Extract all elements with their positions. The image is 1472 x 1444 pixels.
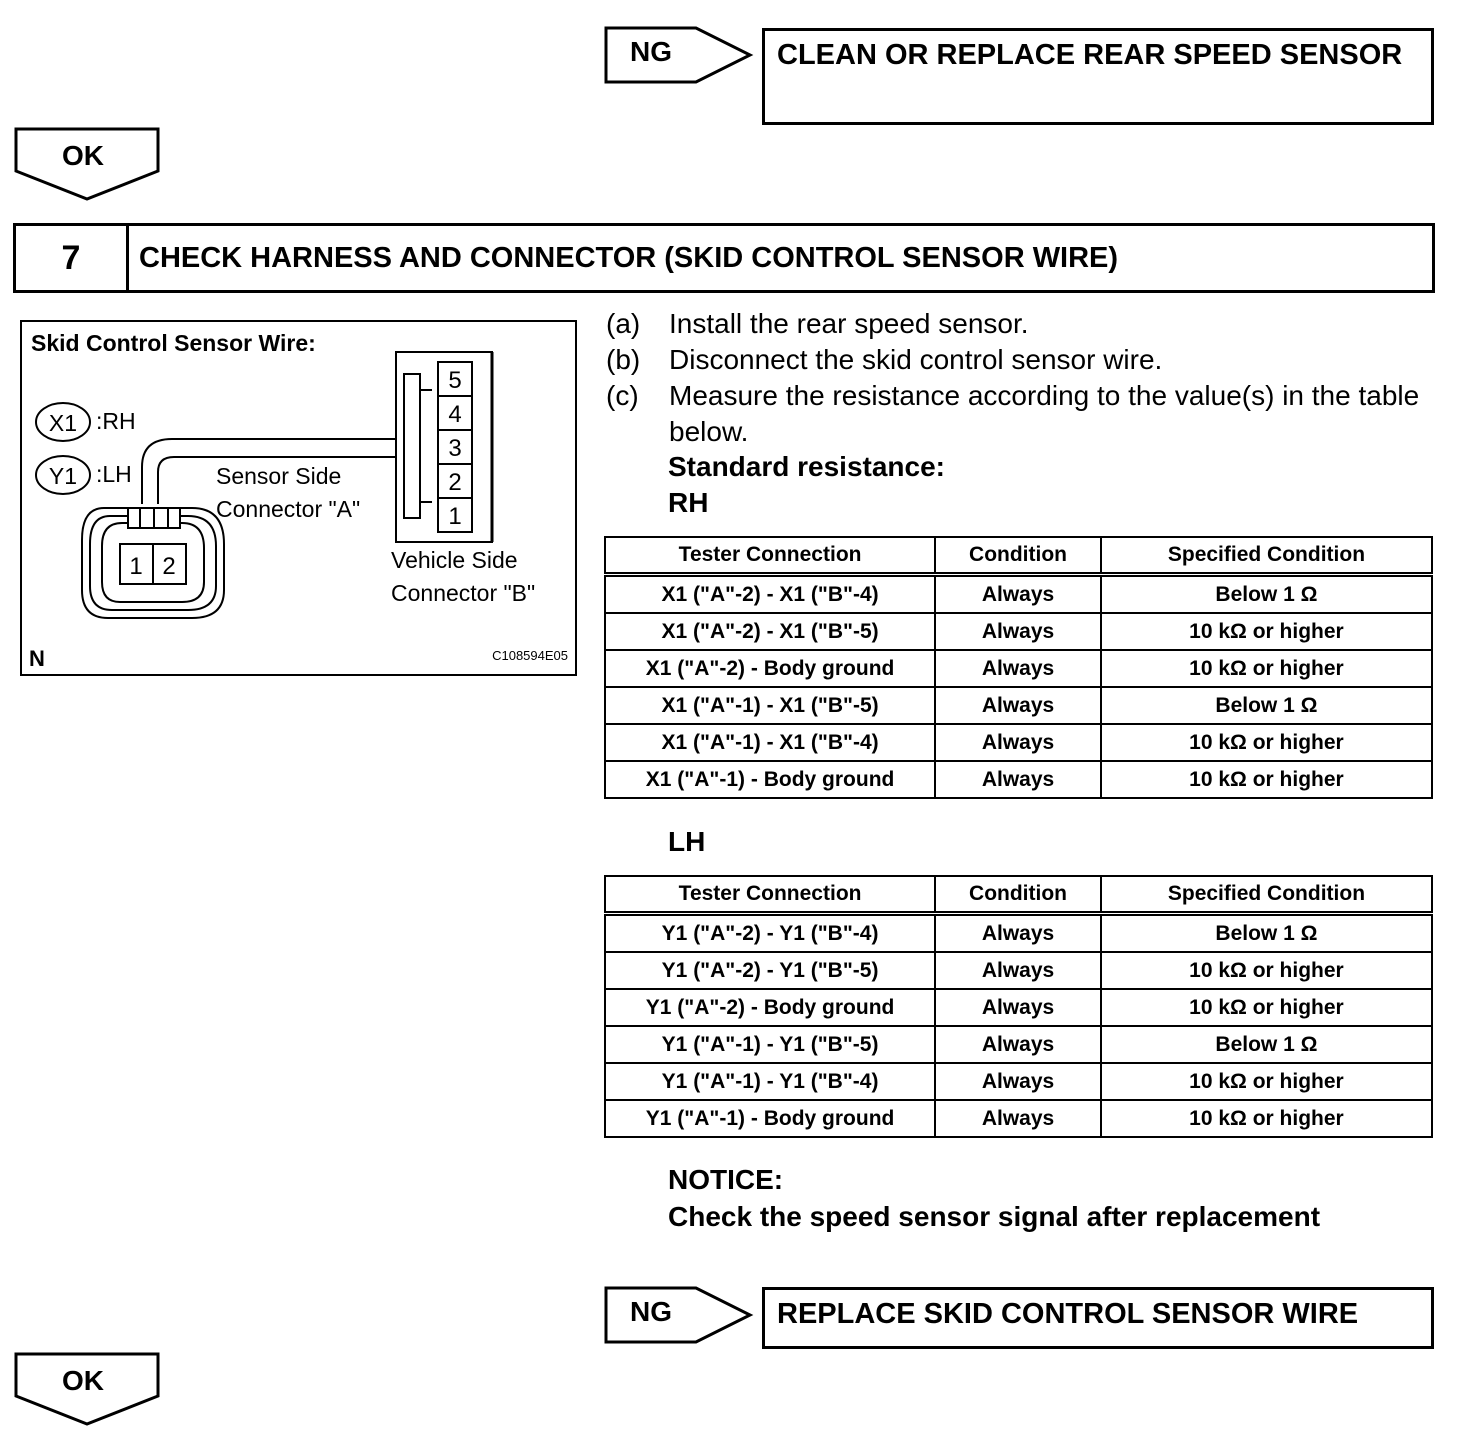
result-text: REPLACE SKID CONTROL SENSOR WIRE: [777, 1298, 1359, 1330]
sensor-side-line1: Sensor Side: [216, 463, 342, 489]
vehicle-connector-b: [396, 352, 492, 542]
table-row: [605, 952, 1432, 989]
figure-code: C108594E05: [492, 648, 568, 663]
x1-label: X1: [48, 410, 78, 436]
instruction-label: (b): [606, 344, 641, 375]
tester-connection-cell: X1 ("A"-1) - Body ground: [605, 761, 935, 798]
figure-corner-letter: N: [29, 646, 45, 671]
specified-condition-cell: 10 kΩ or higher: [1101, 724, 1432, 761]
notice-title: NOTICE:: [668, 1164, 784, 1195]
tester-connection-cell: Y1 ("A"-1) - Body ground: [605, 1100, 935, 1137]
y1-label: Y1: [48, 463, 78, 489]
connector-diagram: [22, 322, 575, 674]
condition-cell: Always: [935, 1026, 1101, 1063]
connector-figure: [20, 320, 577, 676]
pin-b-4: 4: [448, 401, 462, 428]
instruction-label: (c): [606, 380, 639, 411]
ng-label: NG: [630, 1296, 672, 1327]
pin-a-2: 2: [162, 553, 176, 580]
condition-cell: Always: [935, 687, 1101, 724]
table-row: [605, 613, 1432, 650]
table-row: [605, 761, 1432, 798]
tester-connection-cell: X1 ("A"-1) - X1 ("B"-4): [605, 724, 935, 761]
tester-connection-cell: X1 ("A"-1) - X1 ("B"-5): [605, 687, 935, 724]
condition-cell: Always: [935, 1063, 1101, 1100]
standard-resistance-label: Standard resistance:: [668, 451, 945, 482]
condition-cell: Always: [935, 613, 1101, 650]
specified-condition-cell: Below 1 Ω: [1101, 914, 1432, 953]
specified-condition-cell: 10 kΩ or higher: [1101, 989, 1432, 1026]
tester-connection-cell: X1 ("A"-2) - X1 ("B"-4): [605, 575, 935, 614]
replace-sensor-wire-box: [762, 1287, 1434, 1349]
lh-table-title: LH: [668, 826, 706, 857]
notice-text: Check the speed sensor signal after replacement: [668, 1201, 1321, 1232]
header-condition: Condition: [935, 537, 1101, 575]
pin-b-3: 3: [448, 435, 462, 462]
tester-connection-cell: Y1 ("A"-2) - Y1 ("B"-5): [605, 952, 935, 989]
specified-condition-cell: 10 kΩ or higher: [1101, 613, 1432, 650]
table-row: [605, 650, 1432, 687]
specified-condition-cell: 10 kΩ or higher: [1101, 650, 1432, 687]
tester-connection-cell: X1 ("A"-2) - X1 ("B"-5): [605, 613, 935, 650]
sensor-connector-a: [82, 508, 224, 618]
condition-cell: Always: [935, 575, 1101, 614]
specified-condition-cell: 10 kΩ or higher: [1101, 761, 1432, 798]
instruction-b: [606, 342, 1436, 378]
instruction-text: Install the rear speed sensor.: [669, 308, 1029, 339]
instruction-label: (a): [606, 308, 641, 339]
vehicle-side-line1: Vehicle Side: [391, 547, 518, 573]
tester-connection-cell: X1 ("A"-2) - Body ground: [605, 650, 935, 687]
header-specified-condition: Specified Condition: [1101, 537, 1432, 575]
table-row: [605, 575, 1432, 614]
table-row: [605, 1026, 1432, 1063]
header-tester-connection: Tester Connection: [605, 537, 935, 575]
ng-label: NG: [630, 36, 672, 67]
table-row: [605, 1063, 1432, 1100]
instruction-text: Measure the resistance according to the value(s) in the table below.: [669, 380, 1420, 447]
specified-condition-cell: 10 kΩ or higher: [1101, 1063, 1432, 1100]
table-header-row: [605, 876, 1432, 914]
ok-label: OK: [62, 1365, 104, 1396]
instruction-c: [606, 378, 1436, 450]
specified-condition-cell: Below 1 Ω: [1101, 1026, 1432, 1063]
condition-cell: Always: [935, 914, 1101, 953]
clean-or-replace-sensor-box: [762, 28, 1434, 125]
table-row: [605, 724, 1432, 761]
header-tester-connection: Tester Connection: [605, 876, 935, 914]
condition-cell: Always: [935, 952, 1101, 989]
condition-cell: Always: [935, 650, 1101, 687]
table-row: [605, 1100, 1432, 1137]
tester-connection-cell: Y1 ("A"-1) - Y1 ("B"-4): [605, 1063, 935, 1100]
sensor-side-line2: Connector "A": [216, 496, 361, 522]
specified-condition-cell: 10 kΩ or higher: [1101, 1100, 1432, 1137]
vehicle-side-line2: Connector "B": [391, 580, 536, 606]
pin-a-1: 1: [129, 553, 143, 580]
table-row: [605, 989, 1432, 1026]
step-number: 7: [16, 226, 129, 290]
tester-connection-cell: Y1 ("A"-2) - Body ground: [605, 989, 935, 1026]
pin-b-1: 1: [448, 503, 462, 530]
rh-table-title: RH: [668, 487, 709, 518]
condition-cell: Always: [935, 989, 1101, 1026]
pin-b-5: 5: [448, 367, 462, 394]
condition-cell: Always: [935, 1100, 1101, 1137]
ng-arrow: [604, 1286, 754, 1344]
y1-side: :LH: [96, 461, 132, 487]
step-title: CHECK HARNESS AND CONNECTOR (SKID CONTROL SENSOR WIRE): [139, 241, 1119, 274]
specified-condition-cell: Below 1 Ω: [1101, 687, 1432, 724]
instruction-a: [606, 306, 1436, 342]
rh-resistance-table: [604, 536, 1433, 799]
step-header: [13, 223, 1435, 293]
pin-b-2: 2: [448, 469, 462, 496]
specified-condition-cell: 10 kΩ or higher: [1101, 952, 1432, 989]
condition-cell: Always: [935, 724, 1101, 761]
table-row: [605, 914, 1432, 953]
condition-cell: Always: [935, 761, 1101, 798]
header-specified-condition: Specified Condition: [1101, 876, 1432, 914]
table-row: [605, 687, 1432, 724]
ok-label: OK: [62, 140, 104, 171]
lh-resistance-table: [604, 875, 1433, 1138]
ng-arrow: [604, 26, 754, 84]
figure-title: Skid Control Sensor Wire:: [31, 330, 316, 356]
instruction-text: Disconnect the skid control sensor wire.: [669, 344, 1163, 375]
tester-connection-cell: Y1 ("A"-1) - Y1 ("B"-5): [605, 1026, 935, 1063]
tester-connection-cell: Y1 ("A"-2) - Y1 ("B"-4): [605, 914, 935, 953]
table-header-row: [605, 537, 1432, 575]
header-condition: Condition: [935, 876, 1101, 914]
specified-condition-cell: Below 1 Ω: [1101, 575, 1432, 614]
x1-side: :RH: [96, 408, 136, 434]
result-text: CLEAN OR REPLACE REAR SPEED SENSOR: [777, 39, 1403, 71]
